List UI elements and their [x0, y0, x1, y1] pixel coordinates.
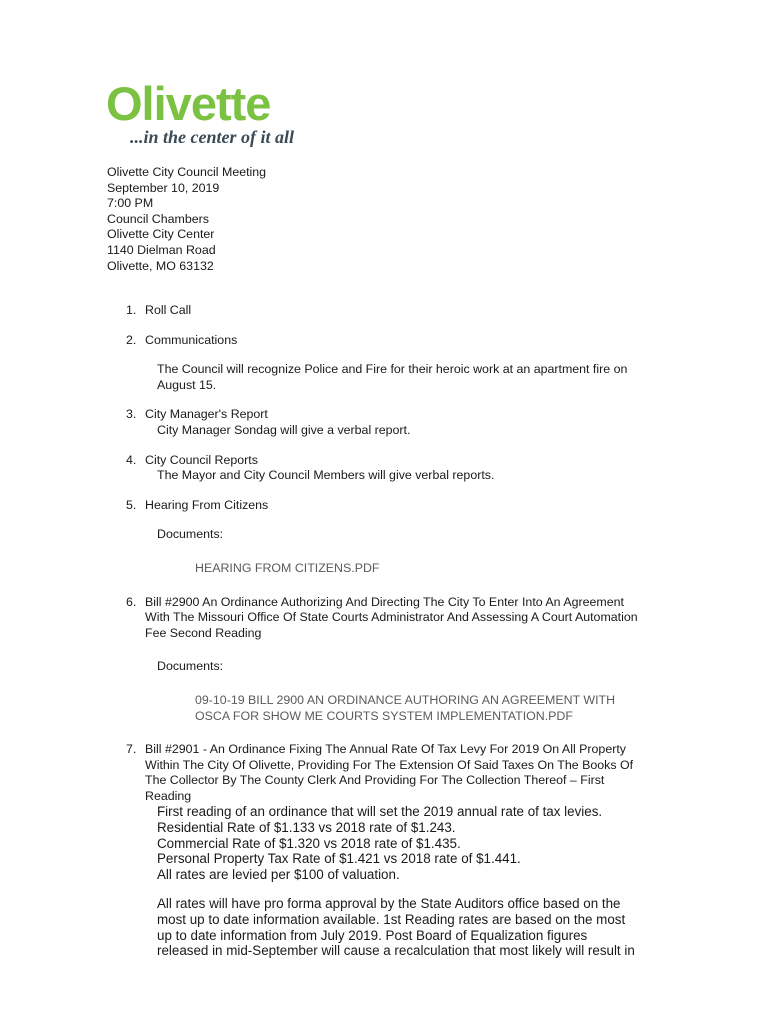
- item-description: The Mayor and City Council Members will give verbal reports.: [157, 468, 495, 483]
- summary-line: All rates are levied per $100 of valuation.: [157, 866, 400, 882]
- document-link-hearing[interactable]: HEARING FROM CITIZENS.PDF: [195, 560, 380, 575]
- agenda-item-roll-call: [107, 303, 647, 319]
- meeting-title: Olivette City Council Meeting: [107, 165, 267, 179]
- item-number: 4.: [126, 452, 137, 467]
- note-line: up to date information from July 2019. Post Board of Equalization figures: [157, 927, 588, 943]
- agenda-item-hearing-citizens: [107, 498, 647, 577]
- document-link-bill-2900[interactable]: [145, 693, 647, 724]
- item-number: 7.: [126, 742, 137, 757]
- item-title-cont: Reading: [145, 788, 192, 803]
- agenda-item-bill-2901: [107, 742, 647, 959]
- note-line: released in mid-September will cause a recalculation that most likely will result in: [157, 943, 635, 959]
- item-title: City Council Reports: [145, 452, 258, 467]
- olivette-logo: [106, 77, 306, 152]
- document-link-line: OSCA FOR SHOW ME COURTS SYSTEM IMPLEMENTATION.PDF: [195, 708, 573, 723]
- summary-line: First reading of an ordinance that will set the 2019 annual rate of tax levies.: [157, 804, 603, 820]
- tax-rate-summary: [145, 804, 647, 882]
- item-title-cont: With The Missouri Office Of State Courts Administrator And Assessing A Court Automation: [145, 610, 638, 625]
- logo-wordmark: Olivette: [106, 77, 271, 130]
- item-title: Communications: [145, 332, 238, 347]
- item-title: City Manager's Report: [145, 407, 268, 422]
- meeting-header: [107, 165, 266, 274]
- item-description: City Manager Sondag will give a verbal report.: [157, 422, 411, 437]
- item-title: Bill #2901 - An Ordinance Fixing The Annual Rate Of Tax Levy For 2019 On All Property: [145, 742, 626, 757]
- meeting-city: Olivette, MO 63132: [107, 258, 214, 273]
- item-title-cont: Within The City Of Olivette, Providing For The Extension Of Said Taxes On The Books Of: [145, 757, 634, 772]
- meeting-time: 7:00 PM: [107, 196, 154, 211]
- pro-forma-note: [145, 896, 647, 958]
- summary-line: Residential Rate of $1.133 vs 2018 rate of $1.243.: [157, 820, 456, 836]
- summary-line: Personal Property Tax Rate of $1.421 vs 2018 rate of $1.441.: [157, 851, 521, 867]
- note-line: most up to date information available. 1st Reading rates are based on the most: [157, 912, 626, 928]
- agenda-item-communications: [107, 333, 647, 394]
- meeting-street: 1140 Dielman Road: [107, 242, 216, 257]
- meeting-date: September 10, 2019: [107, 180, 220, 195]
- agenda-item-city-manager-report: [107, 407, 647, 438]
- item-title: Hearing From Citizens: [145, 497, 269, 512]
- item-number: 6.: [126, 594, 137, 609]
- documents-label: Documents:: [157, 659, 224, 674]
- item-description: The Council will recognize Police and Fire for their heroic work at an apartment fire on: [157, 362, 628, 377]
- agenda-item-council-reports: [107, 453, 647, 484]
- agenda-item-bill-2900: [107, 595, 647, 725]
- item-title-cont: The Collector By The County Clerk And Providing For The Collection Thereof – First: [145, 773, 605, 788]
- summary-line: Commercial Rate of $1.320 vs 2018 rate of $1.435.: [157, 835, 461, 851]
- item-number: 5.: [126, 497, 137, 512]
- item-title: Roll Call: [145, 303, 192, 317]
- meeting-room: Council Chambers: [107, 211, 209, 226]
- item-title-cont: Fee Second Reading: [145, 625, 262, 640]
- item-description-cont: August 15.: [157, 377, 217, 392]
- item-number: 1.: [126, 303, 137, 317]
- meeting-venue: Olivette City Center: [107, 227, 215, 242]
- note-line: All rates will have pro forma approval by the State Auditors office based on the: [157, 896, 621, 912]
- item-number: 3.: [126, 407, 137, 422]
- document-link-line: 09-10-19 BILL 2900 AN ORDINANCE AUTHORING AN AGREEMENT WITH: [195, 692, 616, 707]
- logo-tagline: ...in the center of it all: [130, 127, 294, 147]
- item-title: Bill #2900 An Ordinance Authorizing And Directing The City To Enter Into An Agreement: [145, 594, 624, 609]
- documents-label: Documents:: [157, 527, 224, 542]
- item-number: 2.: [126, 332, 137, 347]
- agenda-items: [107, 303, 647, 959]
